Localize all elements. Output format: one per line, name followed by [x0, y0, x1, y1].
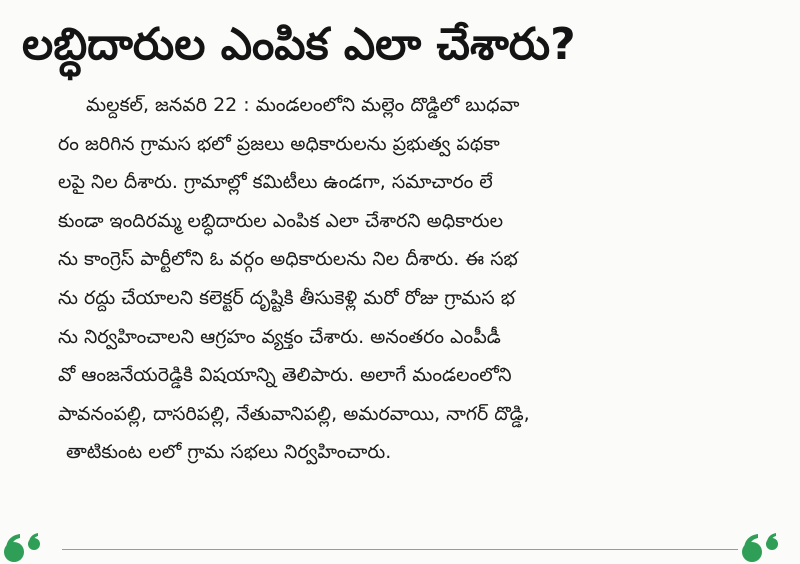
quote-mark-icon — [0, 530, 60, 564]
article-line: రం జరిగిన గ్రామస భలో ప్రజలు అధికారులను ప్రభుత్వ పథకా — [58, 132, 500, 155]
article-line: ను నిర్వహించాలని ఆగ్రహం వ్యక్తం చేశారు. అనంతరం ఎంపీడీ — [58, 325, 501, 348]
article-body — [58, 86, 774, 472]
article-headline: లబ్ధిదారుల ఎంపిక ఎలా చేశారు? — [22, 19, 576, 70]
article-line: ను రద్దు చేయాలని కలెక్టర్ దృష్టికి తీసుకెళ్లి మరో రోజు గ్రామస భ — [58, 286, 515, 309]
article-line: పావనంపల్లి, దాసరిపల్లి, నేతువానిపల్లి, అమరవాయి, నాగర్ దొడ్డి, — [58, 402, 530, 425]
quote-mark-icon — [730, 530, 790, 564]
section-divider — [62, 549, 738, 550]
article-line: లపై నిల దీశారు. గ్రామాల్లో కమిటీలు ఉండగా, సమాచారం లే — [58, 171, 493, 194]
article-line: కుండా ఇందిరమ్మ లబ్ధిదారుల ఎంపిక ఎలా చేశారని అధికారుల — [58, 209, 504, 232]
article-line: తాటికుంట లలో గ్రామ సభలు నిర్వహించారు. — [66, 441, 392, 464]
article-line: ను కాంగ్రెస్ పార్టీలోని ఓ వర్గం అధికారులను నిల దీశారు. ఈ సభ — [58, 248, 518, 271]
article-line: మల్దకల్, జనవరి 22 : మండలంలోని మల్లెం దొడ్డిలో బుధవా — [86, 94, 520, 116]
article-line: వో ఆంజనేయరెడ్డికి విషయాన్ని తెలిపారు. అలాగే మండలంలోని — [58, 364, 512, 387]
